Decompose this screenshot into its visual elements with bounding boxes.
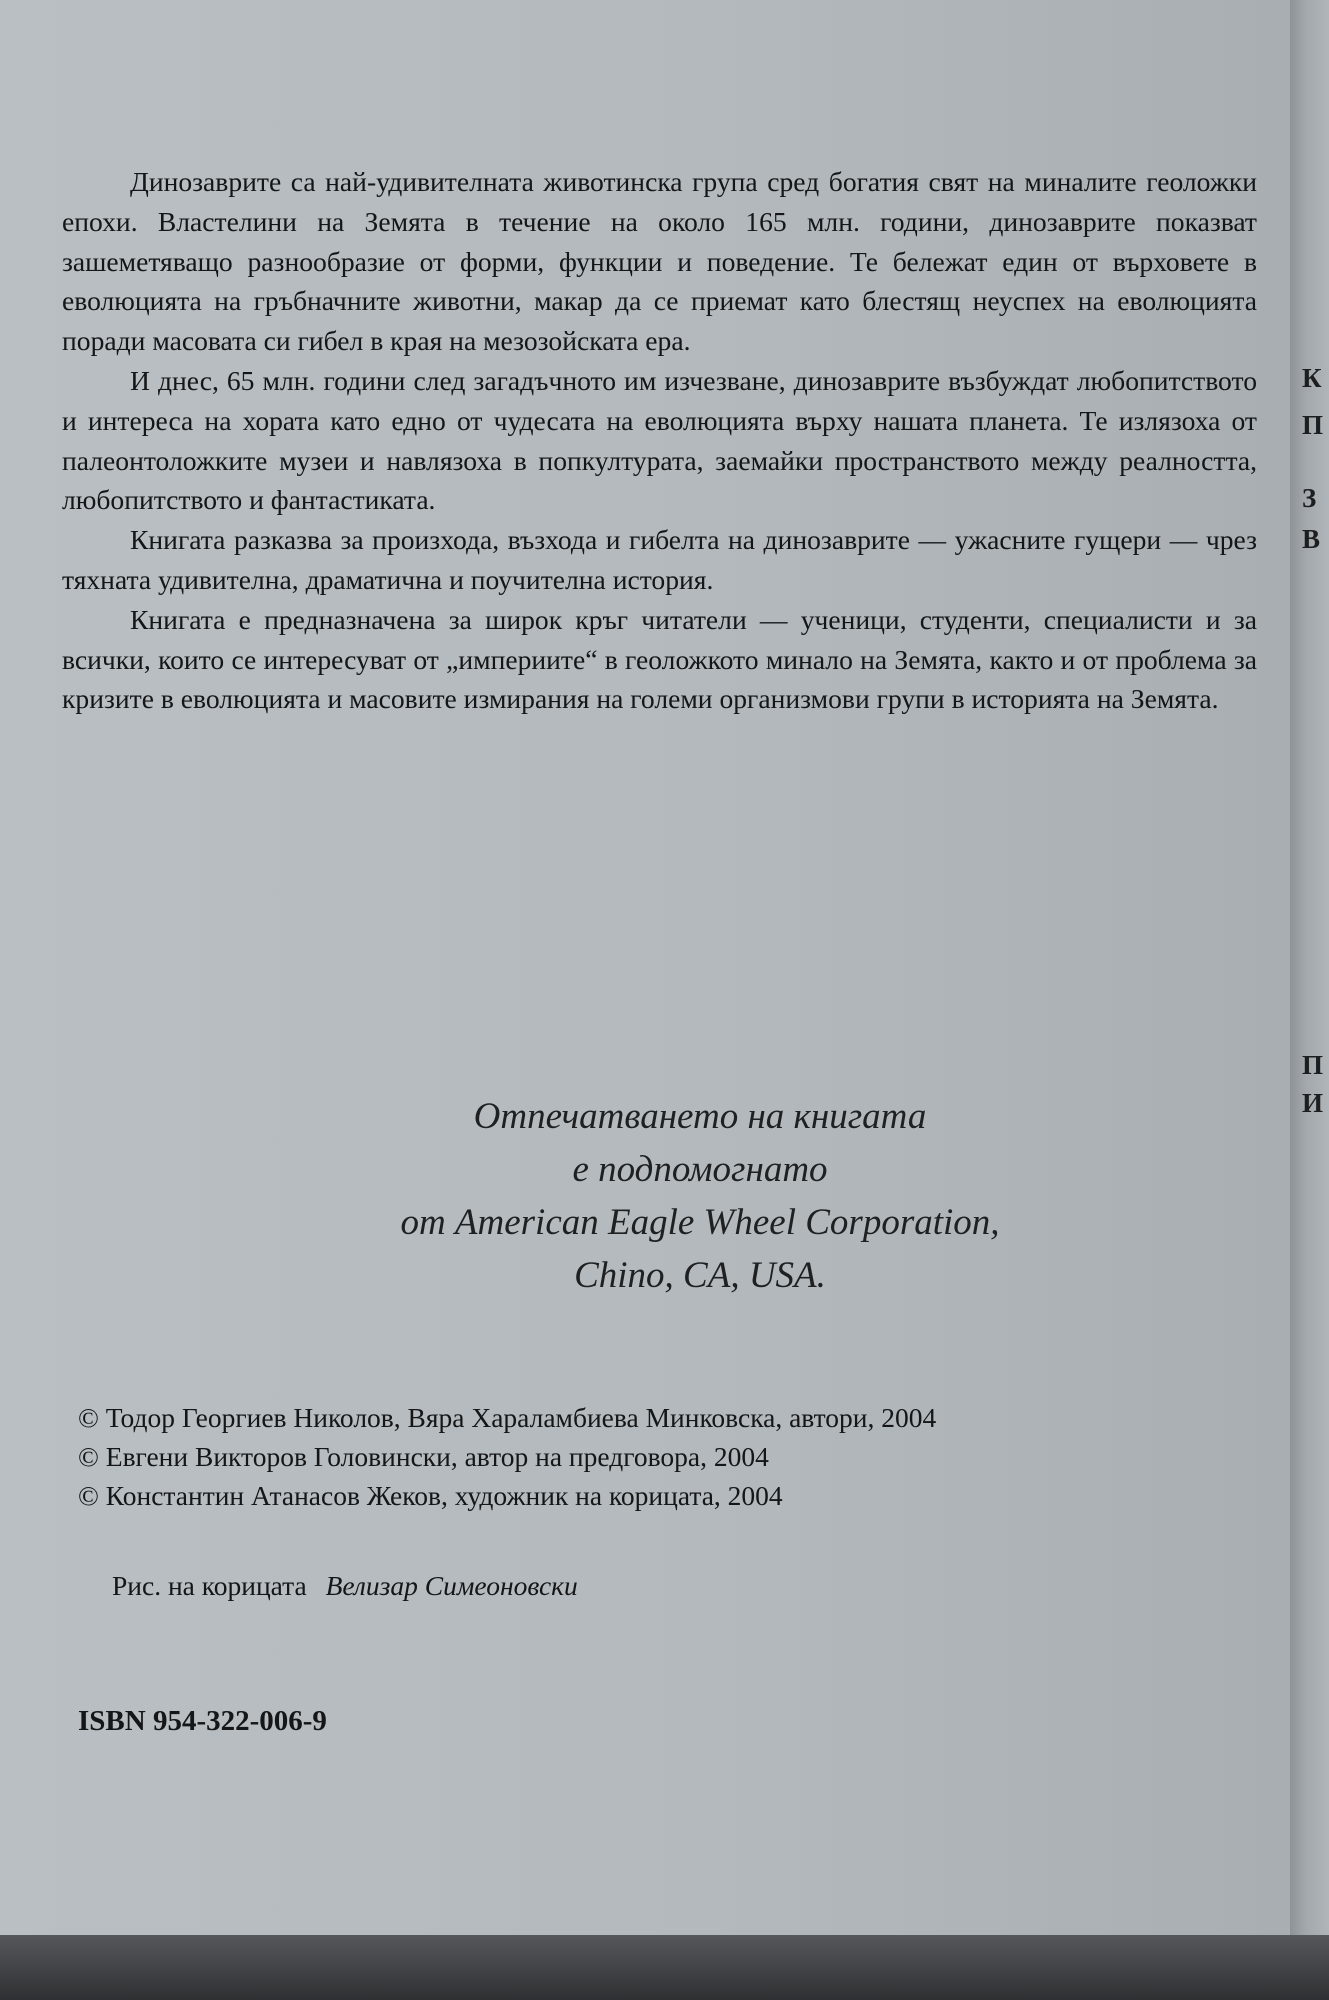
adjacent-page-edge bbox=[1290, 0, 1329, 1935]
sponsor-line: е подпомогнато bbox=[572, 1149, 828, 1190]
cover-art-label: Рис. на корицата bbox=[112, 1570, 307, 1601]
next-page-fragment: И bbox=[1302, 1088, 1324, 1118]
copyright-line: © Константин Атанасов Жеков, художник на корицата, 2004 bbox=[78, 1480, 783, 1511]
isbn: ISBN 954-322-006-9 bbox=[78, 1705, 327, 1737]
book-edge-shadow bbox=[0, 1935, 1329, 2000]
copyright-block bbox=[78, 1398, 1228, 1515]
next-page-fragment: П bbox=[1302, 410, 1324, 440]
next-page-fragment: К bbox=[1302, 363, 1322, 393]
cover-art-credit bbox=[112, 1570, 578, 1602]
sponsor-line: Отпечатването на книгата bbox=[473, 1096, 927, 1137]
annotation-text bbox=[62, 162, 1257, 719]
copyright-line: © Тодор Георгиев Николов, Вяра Хараламбиева Минковска, автори, 2004 bbox=[78, 1402, 937, 1433]
sponsor-line: от American Eagle Wheel Corporation, bbox=[400, 1202, 1000, 1243]
sponsor-note bbox=[200, 1090, 1200, 1302]
next-page-fragment: П bbox=[1302, 1050, 1324, 1080]
next-page-fragment: В bbox=[1302, 524, 1321, 554]
sponsor-line: Chino, CA, USA. bbox=[574, 1255, 826, 1296]
paragraph: Книгата е предназначена за широк кръг читатели — ученици, студенти, специалисти и за всички, които се интересуват от „империите“ в геоложкото минало на Земята, както и от проблема за кризите в еволюцията и масовите измирания на големи организмови групи в историята на Земята. bbox=[62, 603, 1257, 715]
paragraph: Динозаврите са най-удивителната животинска група сред богатия свят на миналите геоложки епохи. Властелини на Земята в течение на около 165 млн. години, динозаврите показват зашеметяващо разнообразие от форми, функции и поведение. Те бележат един от върховете в еволюцията на гръбначните животни, макар да се приемат като блестящ неуспех на еволюцията поради масовата си гибел в края на мезозойската ера. bbox=[62, 166, 1257, 357]
copyright-line: © Евгени Викторов Головински, автор на предговора, 2004 bbox=[78, 1441, 769, 1472]
cover-art-artist: Велизар Симеоновски bbox=[325, 1570, 578, 1601]
paragraph: Книгата разказва за произхода, възхода и гибелта на динозаврите — ужасните гущери — чрез тяхната удивителна, драматична и поучителна история. bbox=[62, 524, 1257, 595]
next-page-fragment: З bbox=[1302, 483, 1317, 513]
paragraph: И днес, 65 млн. години след загадъчното им изчезване, динозаврите възбуждат любопитството и интереса на хората като едно от чудесата на еволюцията върху нашата планета. Те излязоха от палеонтоложките музеи и навлязоха в попкултурата, заемайки пространството между реалността, любопитството и фантастиката. bbox=[62, 364, 1257, 516]
